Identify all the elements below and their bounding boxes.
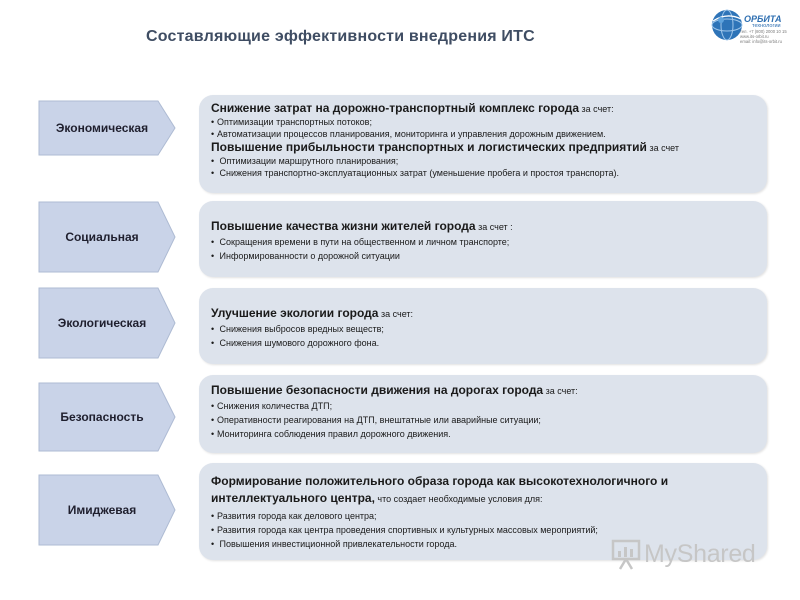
list-item-text: Сокращения времени в пути на общественном и личном транспорте; [217, 237, 510, 247]
list-item-text: Оперативности реагирования на ДТП, внештатные или аварийные ситуации; [217, 415, 541, 425]
list-item-text: Развития города как центра проведения спортивных и культурных массовых мероприятий; [217, 525, 598, 535]
list-item: • Снижения количества ДТП; [211, 401, 333, 411]
category-label: Безопасность [60, 410, 144, 424]
list-item: • Сокращения времени в пути на общественном и личном транспорте; [211, 237, 510, 247]
list-item-text: Снижения шумового дорожного фона. [217, 338, 380, 348]
benefit-heading [211, 306, 759, 321]
logo-contact [740, 30, 787, 44]
list-item: • Повышения инвестиционной привлекательности города. [211, 539, 457, 549]
list-item-text: Оптимизации маршрутного планирования; [217, 156, 399, 166]
list-item: • Развития города как центра проведения спортивных и культурных массовых мероприятий; [211, 525, 598, 535]
list-item: • Снижения выбросов вредных веществ; [211, 324, 384, 334]
panel-economic [199, 95, 767, 193]
heading-text: Повышение безопасности движения на дорогах города [211, 383, 544, 397]
logo-brand: ОРБИТА [744, 14, 782, 24]
list-item: • Оптимизации маршрутного планирования; [211, 156, 399, 166]
panel-social [199, 201, 767, 277]
list-item: • Информированности о дорожной ситуации [211, 251, 400, 261]
heading-suffix: что создает необходимые условия для: [374, 494, 543, 504]
category-label: Социальная [65, 230, 139, 244]
logo-contact-line: www.its-orbit.ru [740, 33, 769, 39]
category-arrow-safety [38, 382, 176, 452]
list-item: • Мониторинга соблюдения правил дорожного движения. [211, 429, 451, 439]
list-item-text: Снижения количества ДТП; [217, 401, 333, 411]
list-item: • Снижения шумового дорожного фона. [211, 338, 380, 348]
heading-suffix: за счет [646, 143, 679, 153]
heading-text: Улучшение экологии города [211, 306, 379, 320]
globe-icon [710, 8, 744, 42]
benefit-heading [211, 473, 759, 508]
heading-text: Повышение качества жизни жителей города [211, 219, 476, 233]
heading-suffix: за счет: [579, 104, 614, 114]
list-item: • Развития города как делового центра; [211, 511, 377, 521]
logo-subtitle: технологии [752, 23, 781, 29]
heading-suffix: за счет: [543, 386, 578, 396]
category-label: Имиджевая [67, 503, 137, 517]
benefit-heading [211, 219, 759, 234]
category-arrow-image [38, 474, 176, 546]
benefit-heading [211, 383, 759, 398]
category-label: Экологическая [57, 316, 147, 330]
list-item: • Автоматизации процессов планирования, мониторинга и управления дорожным движением. [211, 129, 606, 139]
category-label: Экономическая [55, 121, 149, 135]
heading-suffix: за счет: [378, 309, 414, 319]
list-item-text: Снижения выбросов вредных веществ; [217, 324, 384, 334]
logo-contact-line: email: info@its-orbit.ru [740, 38, 782, 44]
presentation-icon [610, 538, 642, 570]
category-arrow-ecological [38, 287, 176, 359]
list-item: • Оперативности реагирования на ДТП, внештатные или аварийные ситуации; [211, 415, 541, 425]
category-arrow-economic [38, 100, 176, 156]
list-item: • Оптимизации транспортных потоков; [211, 117, 372, 127]
myshared-watermark [608, 538, 768, 572]
company-logo [706, 6, 790, 50]
benefit-heading [211, 140, 759, 155]
page-title: Составляющие эффективности внедрения ИТС [146, 28, 535, 45]
list-item-text: Мониторинга соблюдения правил дорожного движения. [217, 429, 451, 439]
heading-text: Снижение затрат на дорожно-транспортный комплекс города [211, 101, 580, 115]
list-item-text: Повышения инвестиционной привлекательности города. [217, 539, 457, 549]
benefit-heading [211, 101, 759, 116]
watermark-text: MyShared [644, 540, 756, 568]
list-item-text: Оптимизации транспортных потоков; [217, 117, 372, 127]
list-item-text: Развития города как делового центра; [217, 511, 377, 521]
list-item-text: Снижения транспортно-эксплуатационных затрат (уменьшение пробега и простоя транспорта). [217, 168, 619, 178]
list-item-text: Информированности о дорожной ситуации [217, 251, 400, 261]
heading-text: Формирование положительного образа города как высокотехнологичного и интеллектуального центра, [211, 474, 669, 505]
list-item-text: Автоматизации процессов планирования, мониторинга и управления дорожным движением. [217, 129, 606, 139]
category-arrow-social [38, 201, 176, 273]
heading-suffix: за счет : [475, 222, 513, 232]
heading-text: Повышение прибыльности транспортных и логистических предприятий [211, 140, 647, 154]
list-item: • Снижения транспортно-эксплуатационных затрат (уменьшение пробега и простоя транспорта). [211, 168, 619, 178]
panel-safety [199, 375, 767, 453]
logo-contact-line: тел. +7 (800) 2000 10 15 [740, 29, 787, 34]
panel-ecological [199, 288, 767, 364]
